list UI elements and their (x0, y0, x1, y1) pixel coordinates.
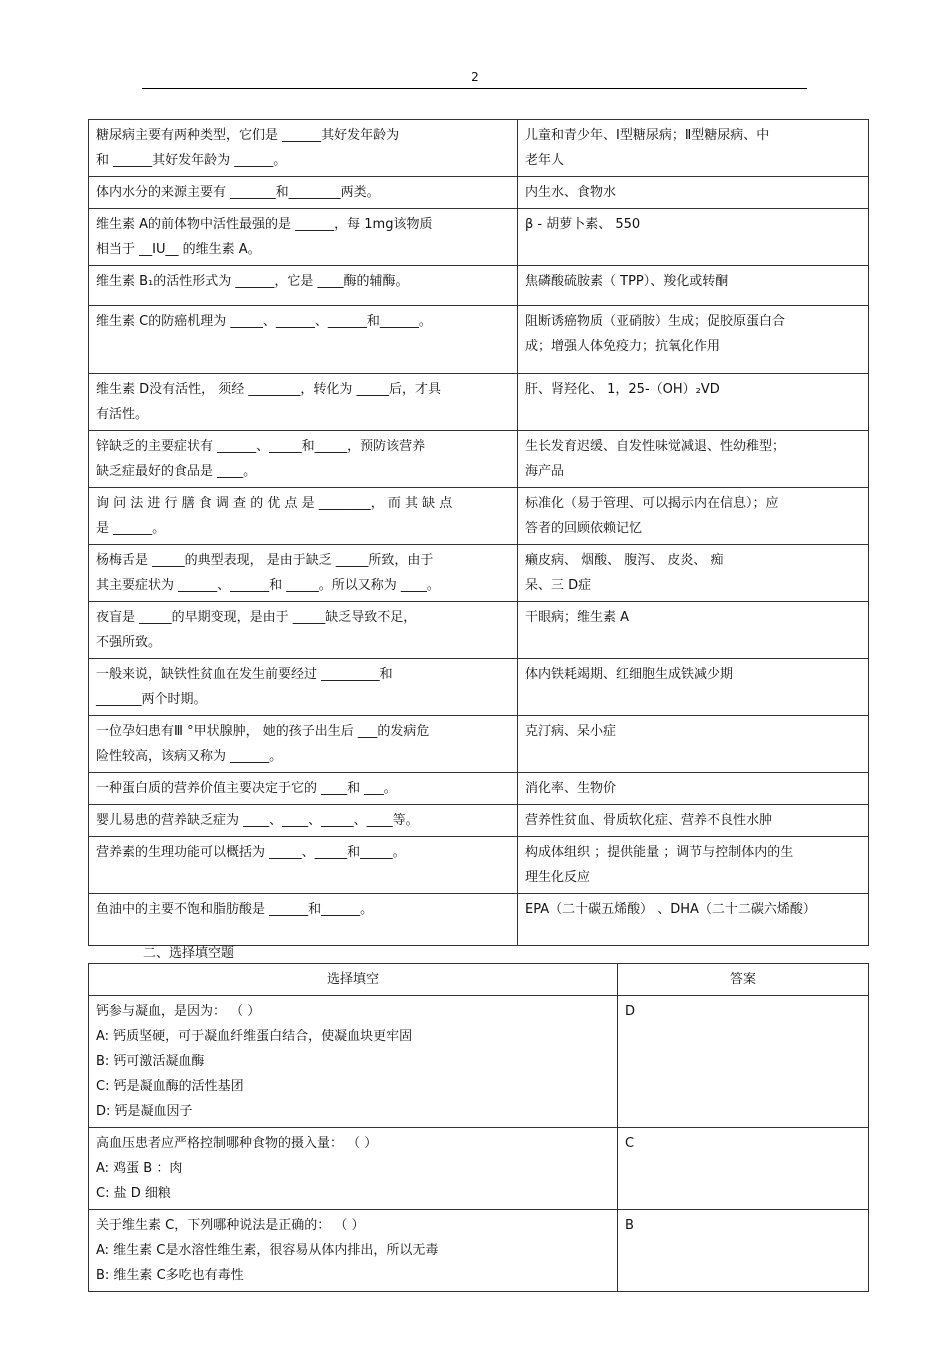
question-line: 鱼油中的主要不饱和脂肪酸是 ______和______。 (96, 902, 374, 917)
answer-line: 生长发育迟缓、自发性味觉减退、性幼稚型； (525, 439, 786, 454)
answer-line: 癞皮病、 烟酸、 腹泻、 皮炎、 痴 (525, 553, 724, 568)
question-line: 维生素 C的防癌机理为 _____、______、______和______。 (96, 314, 432, 329)
question-line: 维生素 B₁的活性形式为 ______，它是 ____酶的辅酶。 (96, 274, 409, 289)
option-line: B: 维生素 C多吃也有毒性 (96, 1268, 244, 1283)
choice-answer: B (618, 1210, 869, 1292)
fill-question (89, 209, 518, 266)
fill-row (89, 266, 869, 306)
fill-row (89, 209, 869, 266)
fill-row (89, 488, 869, 545)
fill-question (89, 545, 518, 602)
fill-question (89, 602, 518, 659)
answer-line: 体内铁耗竭期、红细胞生成铁减少期 (525, 667, 734, 682)
fill-answer (518, 374, 869, 431)
fill-row (89, 306, 869, 374)
question-line: 夜盲是 _____的早期变现，是由于 _____缺乏导致不足， (96, 610, 417, 625)
answer-line: 老年人 (525, 153, 565, 168)
question-stem: 钙参与凝血，是因为： （ ） (96, 1004, 261, 1019)
fill-question (89, 894, 518, 946)
fill-question (89, 374, 518, 431)
fill-answer (518, 545, 869, 602)
choice-table-header (89, 964, 869, 996)
fill-answer (518, 602, 869, 659)
fill-question (89, 266, 518, 306)
fill-question (89, 431, 518, 488)
answer-line: 儿童和青少年、Ⅰ型糖尿病；Ⅱ型糖尿病、中 (525, 128, 770, 143)
fill-row (89, 120, 869, 177)
answer-line: EPA（二十碳五烯酸） 、DHA（二十二碳六烯酸） (525, 902, 816, 917)
question-line: 相当于 __IU__ 的维生素 A。 (96, 242, 261, 257)
section2-title: 二、选择填空题 (143, 946, 235, 961)
question-line: 维生素 A的前体物中活性最强的是 ______，每 1mg该物质 (96, 217, 433, 232)
choice-question (89, 1128, 618, 1210)
fill-row (89, 894, 869, 946)
option-line: B: 钙可激活凝血酶 (96, 1054, 205, 1069)
header-answer: 答案 (618, 964, 869, 996)
fill-answer (518, 306, 869, 374)
fill-answer (518, 659, 869, 716)
option-line: A: 钙质坚硬，可于凝血纤维蛋白结合，使凝血块更牢固 (96, 1029, 413, 1044)
answer-line: 呆、三 D症 (525, 578, 592, 593)
answer-line: 标准化（易于管理、可以揭示内在信息）；应 (525, 496, 779, 511)
choice-answer: C (618, 1128, 869, 1210)
question-line: 其主要症状为 ______、______和 _____。所以又称为 ____。 (96, 578, 440, 593)
question-line: 维生素 D没有活性， 须经 ________，转化为 _____后，才具 (96, 382, 442, 397)
question-stem: 高血压患者应严格控制哪种食物的摄入量： （ ） (96, 1136, 378, 1151)
answer-line: 答者的回顾依赖记忆 (525, 521, 643, 536)
fill-question (89, 120, 518, 177)
question-line: 锌缺乏的主要症状有 ______、_____和_____，预防该营养 (96, 439, 426, 454)
question-line: 不强所致。 (96, 635, 162, 650)
fill-answer (518, 266, 869, 306)
fill-answer (518, 805, 869, 837)
question-line: 缺乏症最好的食品是 ____。 (96, 464, 257, 479)
question-line: 婴儿易患的营养缺乏症为 ____、____、_____、____等。 (96, 813, 419, 828)
fill-answer (518, 716, 869, 773)
fill-row (89, 716, 869, 773)
page-number: 2 (471, 70, 479, 84)
answer-line: 消化率、生物价 (525, 781, 617, 796)
choice-question (89, 1210, 618, 1292)
fill-question (89, 716, 518, 773)
fill-row (89, 177, 869, 209)
question-line: 杨梅舌是 _____的典型表现， 是由于缺乏 _____所致，由于 (96, 553, 434, 568)
fill-row (89, 837, 869, 894)
fill-row (89, 805, 869, 837)
fill-question (89, 773, 518, 805)
question-line: 和 ______其好发年龄为 ______。 (96, 153, 287, 168)
fill-question (89, 659, 518, 716)
fill-question (89, 306, 518, 374)
fill-row (89, 545, 869, 602)
question-line: 糖尿病主要有两种类型，它们是 ______其好发年龄为 (96, 128, 400, 143)
answer-line: 构成体组织 ；提供能量 ；调节与控制体内的生 (525, 845, 794, 860)
question-line: _______两个时期。 (96, 692, 207, 707)
answer-line: 克汀病、呆小症 (525, 724, 617, 739)
fill-row (89, 773, 869, 805)
header-rule (142, 88, 807, 89)
fill-answer (518, 431, 869, 488)
fill-question (89, 488, 518, 545)
fill-blank-table (88, 119, 869, 946)
question-line: 险性较高，该病又称为 ______。 (96, 749, 283, 764)
option-line: C: 盐 D 细粮 (96, 1186, 171, 1201)
question-stem: 关于维生素 C，下列哪种说法是正确的： （ ） (96, 1218, 365, 1233)
answer-line: β - 胡萝卜素、 550 (525, 217, 641, 232)
fill-question (89, 837, 518, 894)
fill-answer (518, 120, 869, 177)
choice-row (89, 1128, 869, 1210)
answer-line: 阻断诱癌物质（亚硝胺）生成；促胶原蛋白合 (525, 314, 786, 329)
question-line: 营养素的生理功能可以概括为 _____、_____和_____。 (96, 845, 406, 860)
fill-answer (518, 773, 869, 805)
answer-line: 内生水、食物水 (525, 185, 617, 200)
answer-line: 营养性贫血、骨质软化症、营养不良性水肿 (525, 813, 773, 828)
answer-line: 肝、肾羟化、 1，25-（OH）₂VD (525, 382, 720, 397)
fill-answer (518, 177, 869, 209)
fill-question (89, 177, 518, 209)
choice-row (89, 996, 869, 1128)
answer-line: 干眼病；维生素 A (525, 610, 630, 625)
answer-line: 焦磷酸硫胺素（ TPP）、羧化或转酮 (525, 274, 729, 289)
question-line: 有活性。 (96, 407, 149, 422)
answer-line: 成；增强人体免疫力；抗氧化作用 (525, 339, 721, 354)
question-line: 是 ______。 (96, 521, 166, 536)
answer-line: 理生化反应 (525, 870, 591, 885)
option-line: A: 鸡蛋 B ：肉 (96, 1161, 183, 1176)
fill-answer (518, 209, 869, 266)
question-line: 一位孕妇患有Ⅲ °甲状腺肿， 她的孩子出生后 ___的发病危 (96, 724, 430, 739)
answer-line: 海产品 (525, 464, 565, 479)
question-line: 一种蛋白质的营养价值主要决定于它的 ____和 ___。 (96, 781, 397, 796)
fill-row (89, 431, 869, 488)
question-line: 询 问 法 进 行 膳 食 调 查 的 优 点 是 ________， 而 其 缺 点 (96, 496, 453, 511)
choice-answer: D (618, 996, 869, 1128)
choice-question (89, 996, 618, 1128)
fill-row (89, 374, 869, 431)
option-line: C: 钙是凝血酶的活性基团 (96, 1079, 244, 1094)
fill-row (89, 659, 869, 716)
fill-row (89, 602, 869, 659)
fill-question (89, 805, 518, 837)
fill-answer (518, 894, 869, 946)
fill-answer (518, 837, 869, 894)
fill-answer (518, 488, 869, 545)
choice-row (89, 1210, 869, 1292)
option-line: D: 钙是凝血因子 (96, 1104, 193, 1119)
question-line: 体内水分的来源主要有 _______和________两类。 (96, 185, 380, 200)
choice-table (88, 963, 869, 1292)
option-line: A: 维生素 C是水溶性维生素，很容易从体内排出，所以无毒 (96, 1243, 439, 1258)
question-line: 一般来说，缺铁性贫血在发生前要经过 _________和 (96, 667, 393, 682)
header-question: 选择填空 (89, 964, 618, 996)
